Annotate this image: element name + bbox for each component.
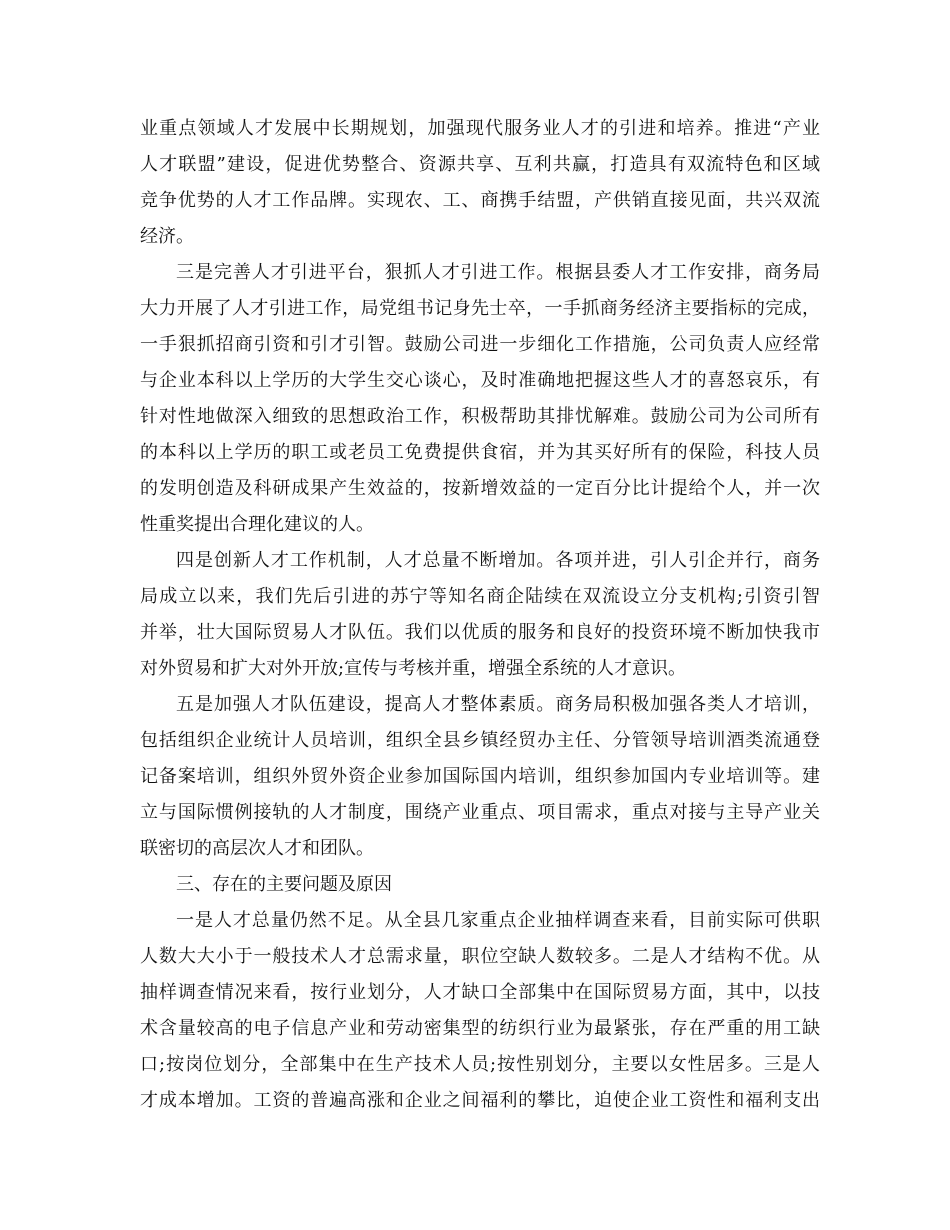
section-heading: 三、存在的主要问题及原因 — [176, 874, 392, 895]
text-line: 联密切的高层次人才和团队。 — [140, 838, 374, 859]
text-line: 一手狠抓招商引资和引才引智。鼓励公司进一步细化工作措施，公司负责人应经常 — [140, 334, 820, 355]
text-line: 人才联盟”建设，促进优势整合、资源共享、互利共赢，打造具有双流特色和区域 — [140, 154, 820, 175]
text-line: 的发明创造及科研成果产生效益的，按新增效益的一定百分比计提给个人，并一次 — [140, 478, 820, 499]
text-line: 立与国际惯例接轨的人才制度，围绕产业重点、项目需求，重点对接与主导产业关 — [140, 802, 820, 823]
text-line: 大力开展了人才引进工作，局党组书记身先士卒，一手抓商务经济主要指标的完成， — [140, 298, 820, 319]
text-line: 并举，壮大国际贸易人才队伍。我们以优质的服务和良好的投资环境不断加快我市 — [140, 622, 820, 643]
document-body — [140, 111, 820, 1119]
text-line: 对外贸易和扩大对外开放;宣传与考核并重，增强全系统的人才意识。 — [140, 658, 687, 679]
text-line: 性重奖提出合理化建议的人。 — [140, 514, 374, 535]
text-line: 经济。 — [140, 226, 194, 247]
text-line: 记备案培训，组织外贸外资企业参加国际国内培训，组织参加国内专业培训等。建 — [140, 766, 820, 787]
text-line: 局成立以来，我们先后引进的苏宁等知名商企陆续在双流设立分支机构;引资引智 — [140, 586, 820, 607]
text-line: 业重点领域人才发展中长期规划，加强现代服务业人才的引进和培养。推进“产业 — [140, 118, 820, 139]
text-line: 的本科以上学历的职工或老员工免费提供食宿，并为其买好所有的保险，科技人员 — [140, 442, 820, 463]
text-line: 包括组织企业统计人员培训，组织全县乡镇经贸办主任、分管领导培训酒类流通登 — [140, 730, 820, 751]
text-line: 才成本增加。工资的普遍高涨和企业之间福利的攀比，迫使企业工资性和福利支出 — [140, 1090, 820, 1111]
text-line: 竞争优势的人才工作品牌。实现农、工、商携手结盟，产供销直接见面，共兴双流 — [140, 190, 820, 211]
text-line: 人数大大小于一般技术人才总需求量，职位空缺人数较多。二是人才结构不优。从 — [140, 946, 820, 967]
text-line: 术含量较高的电子信息产业和劳动密集型的纺织行业为最紧张，存在严重的用工缺 — [140, 1018, 820, 1039]
paragraph-start-line: 三是完善人才引进平台，狠抓人才引进工作。根据县委人才工作安排，商务局 — [176, 262, 820, 283]
text-line: 与企业本科以上学历的大学生交心谈心，及时准确地把握这些人才的喜怒哀乐，有 — [140, 370, 820, 391]
text-line: 抽样调查情况来看，按行业划分，人才缺口全部集中在国际贸易方面，其中，以技 — [140, 982, 820, 1003]
text-line: 针对性地做深入细致的思想政治工作，积极帮助其排忧解难。鼓励公司为公司所有 — [140, 406, 820, 427]
text-line: 口;按岗位划分，全部集中在生产技术人员;按性别划分，主要以女性居多。三是人 — [140, 1054, 820, 1075]
paragraph-start-line: 四是创新人才工作机制，人才总量不断增加。各项并进，引人引企并行，商务 — [176, 550, 820, 571]
paragraph-start-line: 一是人才总量仍然不足。从全县几家重点企业抽样调查来看，目前实际可供职 — [176, 910, 820, 931]
paragraph-start-line: 五是加强人才队伍建设，提高人才整体素质。商务局积极加强各类人才培训， — [176, 694, 820, 715]
